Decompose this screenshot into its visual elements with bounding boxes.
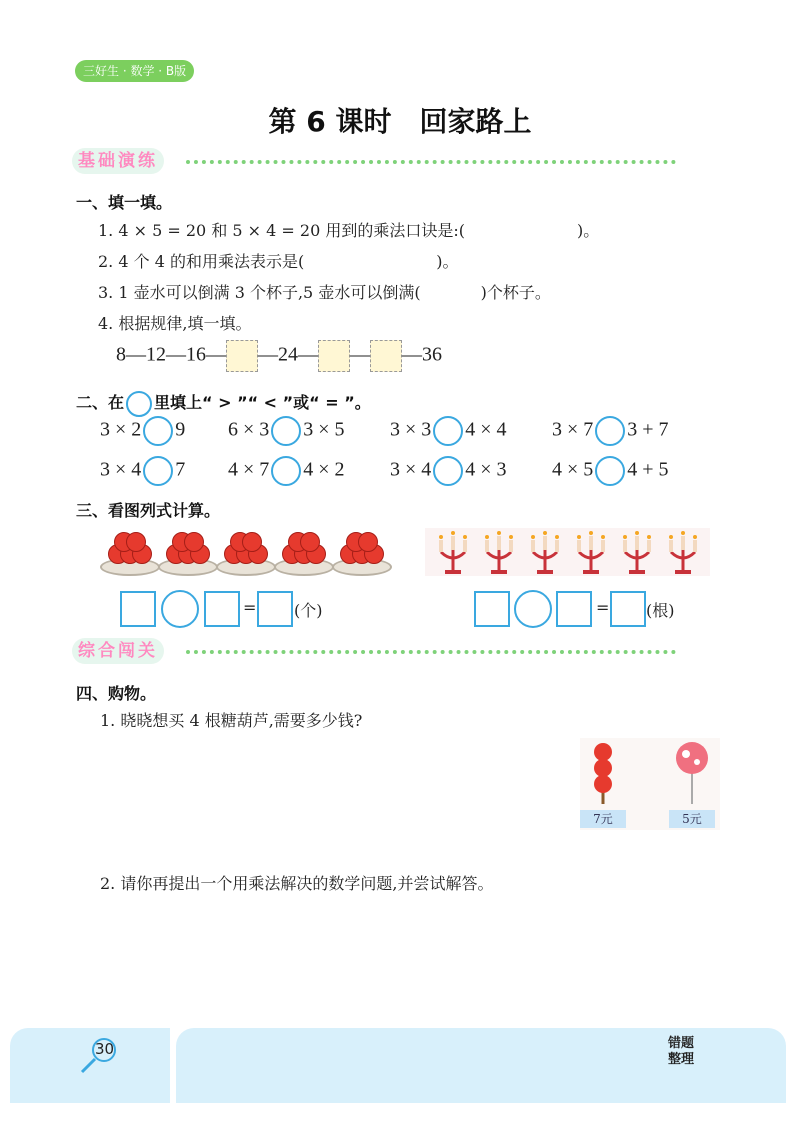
equation-box[interactable] <box>556 591 592 627</box>
compare-circle[interactable] <box>595 456 625 486</box>
equation-box[interactable] <box>120 591 156 627</box>
compare-right: 3 + 7 <box>627 418 669 441</box>
compare-right: 7 <box>175 458 186 481</box>
candelabra-part <box>669 540 673 552</box>
compare-item <box>100 416 185 446</box>
candelabra-part <box>497 536 501 550</box>
question-4-2: 2. 请你再提出一个用乘法解决的数学问题,并尝试解答。 <box>100 874 494 893</box>
compare-right: 4 × 2 <box>303 458 345 481</box>
question-4-1: 1. 晓晓想买 4 根糖葫芦,需要多少钱? <box>100 711 363 730</box>
compare-item <box>552 416 669 446</box>
candelabra-part <box>491 570 507 574</box>
banner-dotted-line <box>186 650 676 654</box>
candelabra-part <box>577 540 581 552</box>
apple-plate <box>216 530 272 576</box>
compare-left: 3 × 4 <box>390 458 432 481</box>
compare-left: 3 × 4 <box>100 458 142 481</box>
candy-price-image <box>580 738 720 830</box>
apple-icon <box>358 532 378 552</box>
question-1-2-text: 2. 4 个 4 的和用乘法表示是( <box>98 252 305 271</box>
candy-illustration <box>580 738 720 808</box>
candelabra-part <box>509 535 513 539</box>
compare-item <box>100 456 185 486</box>
compare-circle[interactable] <box>271 456 301 486</box>
candelabra-part <box>675 570 691 574</box>
candelabra-part <box>623 540 627 552</box>
candelabra-part <box>463 535 467 539</box>
sequence-part: —36 <box>402 343 442 366</box>
candles-image <box>425 528 710 576</box>
compare-item <box>228 456 345 486</box>
equation-box[interactable] <box>474 591 510 627</box>
apple-icon <box>184 532 204 552</box>
candelabra-part <box>445 570 461 574</box>
error-review-line1: 错题 <box>668 1036 695 1051</box>
compare-right: 4 + 5 <box>627 458 669 481</box>
candelabra-part <box>693 540 697 552</box>
section-2-heading-pre: 二、在 <box>76 393 125 412</box>
candelabra-part <box>647 535 651 539</box>
compare-left: 6 × 3 <box>228 418 270 441</box>
candelabra-part <box>543 531 547 535</box>
candelabra-part <box>577 535 581 539</box>
compare-circle[interactable] <box>143 416 173 446</box>
candelabra-icon <box>435 530 471 576</box>
sequence-blank-box[interactable] <box>370 340 402 372</box>
equation-result-box[interactable] <box>610 591 646 627</box>
banner-dotted-line <box>186 160 676 164</box>
compare-item <box>390 456 507 486</box>
candelabra-icon <box>573 530 609 576</box>
footer-error-panel <box>176 1028 786 1103</box>
unit-label: (根) <box>646 601 675 620</box>
page-title: 第 6 课时 回家路上 <box>268 105 532 138</box>
sequence-blank-box[interactable] <box>318 340 350 372</box>
compare-item <box>228 416 345 446</box>
candelabra-part <box>497 531 501 535</box>
candelabra-part <box>451 536 455 550</box>
compare-item <box>552 456 669 486</box>
candelabra-part <box>601 535 605 539</box>
apple-plate <box>332 530 388 576</box>
example-circle-icon <box>126 391 152 417</box>
series-badge: 三好生 · 数学 · B版 <box>75 60 194 82</box>
compare-circle[interactable] <box>271 416 301 446</box>
compare-item <box>390 416 507 446</box>
compare-circle[interactable] <box>433 416 463 446</box>
candelabra-part <box>681 531 685 535</box>
unit-label: (个) <box>294 601 323 620</box>
candelabra-icon <box>527 530 563 576</box>
candelabra-part <box>669 535 673 539</box>
apple-icon <box>242 532 262 552</box>
candelabra-part <box>589 531 593 535</box>
compare-right: 4 × 3 <box>465 458 507 481</box>
apple-icon <box>126 532 146 552</box>
apple-plates-image <box>100 528 390 576</box>
candelabra-part <box>451 531 455 535</box>
question-1-3-close: )个杯子。 <box>480 283 551 302</box>
question-1-1-close: )。 <box>577 221 600 240</box>
equation-result-box[interactable] <box>257 591 293 627</box>
section-2-heading-post: 里填上“ > ”“ < ”或“ = ”。 <box>154 393 371 412</box>
section-3-heading: 三、看图列式计算。 <box>76 501 221 520</box>
candelabra-part <box>463 540 467 552</box>
sequence-blank-box[interactable] <box>226 340 258 372</box>
section-1-heading: 一、填一填。 <box>76 193 173 212</box>
candelabra-icon <box>665 530 701 576</box>
candelabra-part <box>509 540 513 552</box>
candelabra-part <box>647 540 651 552</box>
banner-basic-practice: 基础演练 <box>72 148 164 174</box>
error-review-label <box>668 1036 694 1068</box>
page-number: 30 <box>95 1040 115 1058</box>
candelabra-part <box>439 535 443 539</box>
sequence-part: 8—12—16— <box>116 343 226 366</box>
apple-icon <box>300 532 320 552</box>
candelabra-part <box>583 570 599 574</box>
compare-circle[interactable] <box>143 456 173 486</box>
question-1-3-text: 3. 1 壶水可以倒满 3 个杯子,5 壶水可以倒满( <box>98 283 421 302</box>
compare-right: 9 <box>175 418 186 441</box>
candelabra-part <box>531 540 535 552</box>
candelabra-part <box>555 535 559 539</box>
compare-left: 3 × 2 <box>100 418 142 441</box>
candelabra-part <box>681 536 685 550</box>
candelabra-part <box>635 531 639 535</box>
apple-plate <box>100 530 156 576</box>
candelabra-part <box>439 540 443 552</box>
section-4-heading: 四、购物。 <box>76 684 157 703</box>
question-1-3 <box>98 280 551 303</box>
candelabra-part <box>555 540 559 552</box>
compare-left: 3 × 3 <box>390 418 432 441</box>
banner-comprehensive: 综合闯关 <box>72 638 164 664</box>
question-1-2-close: )。 <box>436 252 459 271</box>
candelabra-icon <box>619 530 655 576</box>
question-1-1 <box>98 218 599 241</box>
candelabra-part <box>543 536 547 550</box>
apple-plate <box>274 530 330 576</box>
compare-left: 4 × 5 <box>552 458 594 481</box>
candelabra-part <box>485 535 489 539</box>
error-review-line2: 整理 <box>668 1052 695 1067</box>
equation-box[interactable] <box>204 591 240 627</box>
candelabra-part <box>629 570 645 574</box>
sequence-part: —24— <box>258 343 318 366</box>
candelabra-part <box>623 535 627 539</box>
candelabra-part <box>635 536 639 550</box>
section-2-heading <box>76 390 371 417</box>
candelabra-part <box>485 540 489 552</box>
question-1-4: 4. 根据规律,填一填。 <box>98 314 252 333</box>
apple-plate <box>158 530 214 576</box>
equals-sign: = <box>596 598 610 617</box>
compare-right: 4 × 4 <box>465 418 507 441</box>
compare-circle[interactable] <box>433 456 463 486</box>
operator-circle[interactable] <box>161 590 199 628</box>
candelabra-part <box>601 540 605 552</box>
question-1-1-text: 1. 4 × 5 = 20 和 5 × 4 = 20 用到的乘法口诀是:( <box>98 221 465 240</box>
sequence-part: — <box>350 343 370 366</box>
compare-left: 4 × 7 <box>228 458 270 481</box>
compare-right: 3 × 5 <box>303 418 345 441</box>
candelabra-part <box>693 535 697 539</box>
candelabra-part <box>537 570 553 574</box>
compare-circle[interactable] <box>595 416 625 446</box>
compare-left: 3 × 7 <box>552 418 594 441</box>
price-tag-lollipop: 5元 <box>669 810 715 828</box>
candelabra-part <box>531 535 535 539</box>
question-1-2 <box>98 249 458 272</box>
candelabra-icon <box>481 530 517 576</box>
candelabra-part <box>589 536 593 550</box>
price-tag-tanghulu: 7元 <box>580 810 626 828</box>
operator-circle[interactable] <box>514 590 552 628</box>
equals-sign: = <box>243 598 257 617</box>
number-sequence <box>116 340 442 372</box>
